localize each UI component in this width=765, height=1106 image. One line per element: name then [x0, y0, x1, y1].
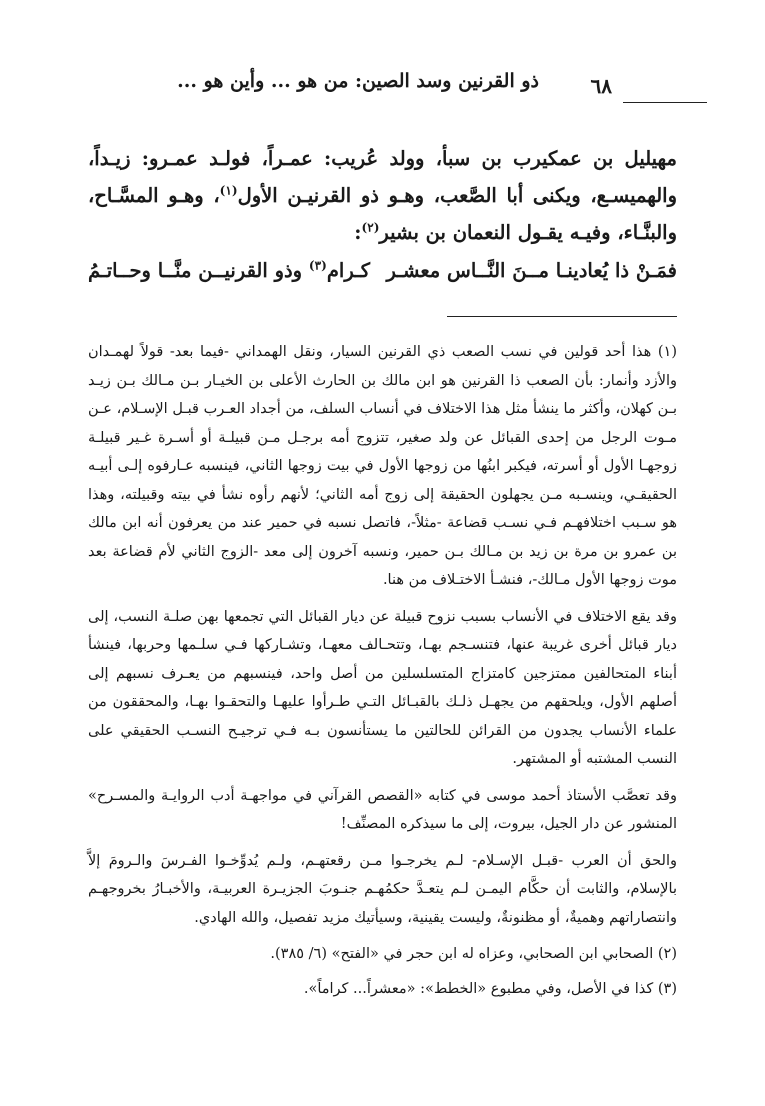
verse-second-hemistich — [88, 259, 370, 282]
main-text-line-1: مهيليل بن عمكيرب بن سبأ، وولد عُريب: عمـراً، فولـد عمـرو: زيـداً، والهميسـع، — [88, 147, 678, 207]
footnote-separator — [447, 316, 677, 317]
footnote-2: (٢) الصحابي ابن الصحابي، وعزاه له ابن حجر في «الفتح» (٦/ ٣٨٥). — [270, 946, 677, 962]
footnote-1-paragraph-2: وقد يقع الاختلاف في الأنساب بسبب نزوح قبيلة عن ديار القبائل التي تجمعها بهن صلـة النسب، إلى ديار قبائل أخرى غريبة عنها، فتنسـجم بهـا، وتتحـالف معهـا، وتشـاركها فـي سلـمها وحربها، فينشأ أبناء المتحالفين ممتزجين كامتزاج المتسلسلين من أصل واحد، فينسبهم من يعـرف نسبهم إلى أصلهم الأول، ويلحقهم من يجهـل ذلـك بالقبـائل التـي طـرأوا عليهـا والتحقـوا بهـا، والمحققون من علماء الأنساب يجدون من القرائن للحالتين ما يستأنسون بـه فـي ترجيـح النسـب الحقيقي على النسب المشتبه أو المشتهر. — [88, 608, 677, 767]
footnote-1-paragraph-1: (١) هذا أحد قولين في نسب الصعب ذي القرنين السيار، ونقل الهمداني -فيما بعد- قولاً لهمـدان والأزد وأنمار: بأن الصعب ذا القرنين هو ابن مالك بن الحارث الأعلى بن الخيـار بـن مـالك بـن زيـد بـن كهلان، وأكثر ما ينشأ مثل هذا الاختلاف في أنساب السلف، من أجداد العـرب قبـل الإسـلام، عـن مـوت الرجل من إحدى القبائل عن ولد صغير، تتزوج أمه برجـل مـن قبيلـة أو أسـرة غـير قبيلـة زوجهـا الأول أو أسرته، فيكبر ابنُها من زوجها الأول في بيت زوجها الثاني، فينسبه عـارفوه إلـى أبيـه الحقيقـي، وينسـبه مـن يجهلون الحقيقة إلى زوج أمه الثاني؛ لأنهم رأوه نشأ في بيته وقبيلته، وهذا هو سـبب اختلافهـم فـي نسـب قضاعة -مثلاً-، فاتصل نسبه في حمير عند من يعرفون أنه ابن مالك بن عمرو بن مرة بن زيد بن مـالك بـن حمير، ونسبه آخرون إلى معد -الزوج الثاني لأم قضاعة بعد موت زوجها الأول مـالك-، فنشـأ الاختـلاف من هنا. — [88, 344, 677, 588]
footnote-1-paragraph-3: وقد تعصَّب الأستاذ أحمد موسى في كتابه «القصص القرآني في مواجهـة أدب الروايـة والمسـرح» المنشور عن دار الجيل، بيروت، إلى ما سيذكره المصنِّف! — [88, 787, 677, 832]
footnote-ref-2[interactable]: (٢) — [361, 220, 380, 235]
main-text-line-2b: ، وهـو المسَّـاح، والبنَّـاء، وفيـه يقـول — [88, 184, 677, 244]
verse-second-hemistich-b: وذو القرنيــن منَّــا وحــاتـمُ — [88, 259, 309, 282]
page-number: ٦٨ — [590, 74, 612, 98]
footnotes — [88, 338, 677, 1009]
running-header — [88, 62, 707, 106]
poetry-verse — [88, 259, 677, 297]
header-rule — [623, 102, 707, 103]
verse-first-hemistich: فمَـنْ ذا يُعادينـا مــنَ النَّــاس معشـر — [386, 259, 677, 282]
footnote-3: (٣) كذا في الأصل، وفي مطبوع «الخطط»: «معشراً... كراماً». — [303, 980, 677, 997]
main-text-line-2: ويكنى أبا الصَّعب، وهـو ذو القرنيـن الأول — [237, 184, 581, 207]
main-text — [88, 140, 677, 251]
running-header-title: ذو القرنين وسد الصين: من هو ... وأين هو ... — [177, 70, 539, 92]
footnote-ref-3[interactable]: (٣) — [308, 258, 327, 273]
verse-second-hemistich-a: كـرام — [326, 259, 371, 282]
main-text-line-3b: : — [354, 221, 362, 244]
main-text-line-3: النعمان بن بشير — [379, 221, 511, 244]
footnote-ref-1[interactable]: (١) — [219, 183, 238, 198]
footnote-1-paragraph-4: والحق أن العرب -قبـل الإسـلام- لـم يخرجـوا مـن رقعتهـم، ولـم يُدوِّخـوا الفـرسَ والـرومَ إلاَّ بالإسلام، والثابت أن حكَّام اليمـن لـم يتعـدَّ حكمُهـم جنـوبَ الجزيـرة العربيـة، والأخبـارُ بخروجهـم وانتصاراتهم وهميةٌ، أو مظنونةٌ، وليست يقينية، وسيأتيك مزيد تفصيل، والله الهادي. — [88, 852, 677, 926]
